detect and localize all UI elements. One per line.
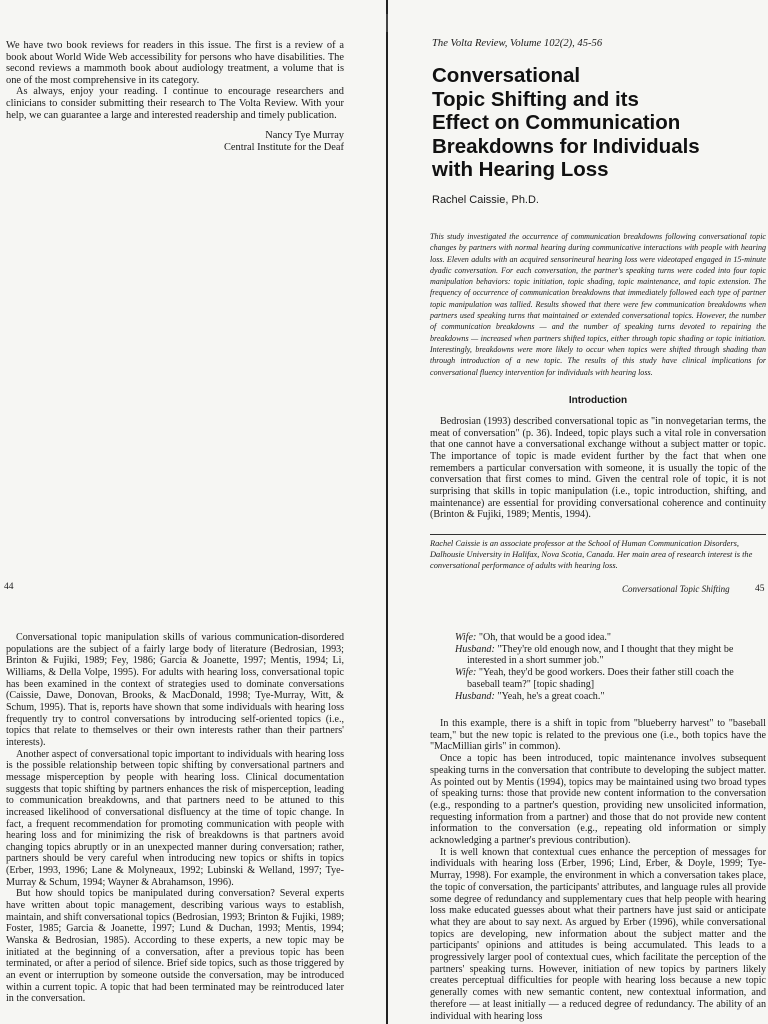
title-line: Conversational (432, 64, 581, 87)
dialogue-line (455, 644, 755, 667)
title-line: Breakdowns for Individuals (432, 134, 700, 158)
dialogue-speaker: Wife: (455, 667, 477, 679)
dialogue-text: "Oh, that would be a good idea." (478, 632, 611, 643)
author-note: Rachel Caissie is an associate professor at the School of Human Communication Disorders, Dalhousie University in Halifax, Nova Scotia, Canada. Her main area of research interest is the conversational performance of adults with hearing loss. (430, 539, 753, 570)
dialogue-example (455, 632, 755, 702)
dialogue-text: "Yeah, they'd be good workers. Does their father still coach the baseball team?" [topic shading] (467, 667, 734, 690)
dialogue-text: "Yeah, he's a great coach." (497, 690, 605, 702)
page-number-left: 44 (4, 582, 14, 592)
body-paragraph: In this example, there is a shift in topic from "blueberry harvest" to "baseball team," but the new topic is related to the previous one (i.e., both topics have the "MacMillian girls" in common). (430, 718, 766, 753)
footnote-rule (430, 534, 766, 535)
body-paragraph: It is well known that contextual cues enhance the perception of messages for individuals with hearing loss (Erber, 1996; Lind, Erber, & Doyle, 1999; Tye-Murray, 1998). For example, the environment in which a conversation takes place, the topic of conversation, the participants' attributes, and language rules all provide some degree of redundancy and supplementary cues that help people with hearing loss make educated guesses about what their partners have just said or anticipate what they are about to say next. As argued by Erber (1996), while conversational topics are developing, new information about the subject matter and the participants' opinions and attitudes is being accumulated. This leads to a progressively larger pool of contextual cues, which facilitate the perception of the partners' speaking turns. However, initiation of new topics by partners likely creates perceptual difficulties for people with hearing loss because a new topic generally comes with new semantic content, new contextual information, and therefore — at least initially — a reduced degree of redundancy. The ability of an individual with hearing loss (430, 846, 766, 1022)
dialogue-line (455, 632, 755, 644)
page-gutter (386, 0, 388, 1024)
signature-affiliation: Central Institute for the Deaf (223, 141, 344, 153)
editor-note (6, 40, 344, 153)
dialogue-line (455, 691, 755, 703)
body-paragraph: Once a topic has been introduced, topic maintenance involves subsequent speaking turns in the conversation that contribute to developing the subject matter. As pointed out by Mentis (1994), topics may be maintained using two broad types of speaking turns: those that provide new content information to the conversation (e.g., responding to a partner's question, providing new unsolicited information, requesting information from a partner) and those that do not provide new content information to the conversation (e.g., repeating old information or simply acknowledging a partner's previous contribution). (430, 753, 766, 847)
author-name: Rachel Caissie, Ph.D. (432, 194, 539, 206)
title-line: Topic Shifting and its (432, 87, 639, 111)
article-title (432, 64, 762, 182)
signature-name: Nancy Tye Murray (265, 130, 344, 142)
editor-paragraph: As always, enjoy your reading. I continue to encourage researchers and clinicians to consider submitting their research to The Volta Review. With your help, we can guarantee a large and interested readership and timely publication. (6, 86, 344, 121)
body-paragraph: But how should topics be manipulated during conversation? Several experts have written about topic management, describing various ways to establish, maintain, and shift conversational topics (Bedrosian, 1993; Brinton & Fujiki, 1989; Foster, 1985; Garcia & Joanette, 1997; Lund & Duchan, 1993; Mentis, 1994; Wanska & Bedrosian, 1985). According to these experts, a new topic may be initiated at the beginning of a conversation, after a previous topic has been terminated, or after a period of silence. Brief side topics, such as those triggered by an event or interruption by someone outside the conversation, may be introduced within a current topic. A topic that had been terminated may be reintroduced later in the conversation. (6, 888, 344, 1005)
dialogue-speaker: Husband: (455, 690, 495, 702)
title-line: with Hearing Loss (432, 158, 609, 181)
body-paragraph: Conversational topic manipulation skills of various communication-disordered populations are the subject of a fairly large body of literature (Bedrosian, 1993; Brinton & Fujiki, 1989; Fey, 1986; Garcia & Joanette, 1997; Mentis, 1994; Li, Williams, & Della Volpe, 1995). For adults with hearing loss, conversational topic has been examined in the context of strategies used to dominate conversations (Caissie, Dawe, Donovan, Brooks, & MacDonald, 1998; Tye-Murray, Witt, & Schum, 1995). That is, reports have shown that some individuals with hearing loss frequently try to control conversations by introducing self-oriented topics (i.e., topics that relate to themselves or their own interests rather than their partners' interests). (6, 632, 344, 748)
dialogue-speaker: Wife: (455, 632, 477, 643)
section-heading: Introduction (568, 395, 628, 406)
body-column-right (430, 718, 766, 1022)
dialogue-text: "They're old enough now, and I thought that they might be interested in a short summer job." (467, 643, 734, 667)
page-number-right: 45 (755, 584, 765, 594)
dialogue-speaker: Husband: (455, 643, 495, 655)
dialogue-line (455, 667, 755, 690)
signature (6, 130, 344, 153)
body-paragraph: Another aspect of conversational topic important to individuals with hearing loss is the possible relationship between topic shifting by conversational partners and message misperception by people with hearing loss. Clinical documentation suggests that topic shifting by partners enhances the risk of misperception, leading to communication breakdowns, and that partners need to be attuned to this increased likelihood of conversational disfluency at the time of topic change. In fact, a frequent recommendation for promoting communication with people with hearing loss and for minimizing the risk of breakdowns is that partners avoid changing topics abruptly or in an unexpected manner during conversation; rather, partners should be very careful when introducing new topics or shifts in topics (Erber, 1993, 1996; Lane & Molyneaux, 1992; Lubinski & Welland, 1997; Tye-Murray & Schum, 1994; Wayner & Abrahamson, 1996). (6, 748, 344, 888)
body-column-left (6, 632, 344, 1005)
journal-citation: The Volta Review, Volume 102(2), 45-56 (432, 38, 603, 49)
gutter-mark (386, 14, 388, 32)
running-head: Conversational Topic Shifting (622, 584, 730, 594)
title-line: Effect on Communication (432, 111, 681, 134)
abstract: This study investigated the occurrence of communication breakdowns following conversational topic changes by partners with normal hearing during communicative interactions with people with hearing loss. Eleven adults with an acquired sensorineural hearing loss were videotaped engaged in 15-minute dyadic conversation. For each conversation, the partner's speaking turns were coded into four topic manipulation behaviors: topic initiation, topic shading, topic maintenance, and topic extension. The frequency of occurrence of communication breakdowns that immediately followed each type of partner topic manipulation was tallied. Results showed that there were few communication breakdowns when partners used speaking turns that maintained or extended conversational topics. However, the number of communication breakdowns — and the number of speaking turns devoted to repairing the breakdowns — increased when partners shifted topics, either through topic shading or topic initiation. Interestingly, breakdowns were more likely to occur when topics were shifted through shading than through introduction of a new topic. The results of this study have clinical implications for conversational fluency intervention for individuals with hearing loss. (430, 232, 766, 377)
editor-paragraph: We have two book reviews for readers in this issue. The first is a review of a book about World Wide Web accessibility for persons who have disabilities. The second reviews a mammoth book about audiology treatment, a volume that is one of the most comprehensive in its category. (6, 40, 344, 86)
intro-paragraph: Bedrosian (1993) described conversational topic as "in nonvegetarian terms, the meat of conversation" (p. 36). Indeed, topic plays such a vital role in conversation that one cannot have a conversational exchange without a subject matter or topic. The importance of topic is made evident further by the fact that when one remembers a particular conversation with someone, it is usually the topic of the conversation that first comes to mind. Given the central role of topic, it is not surprising that skills in topic manipulation (i.e., topic introduction, shifting, and maintenance) are essential for providing conversational coherence and continuity (Brinton & Fujiki, 1989; Mentis, 1994). (430, 416, 766, 521)
